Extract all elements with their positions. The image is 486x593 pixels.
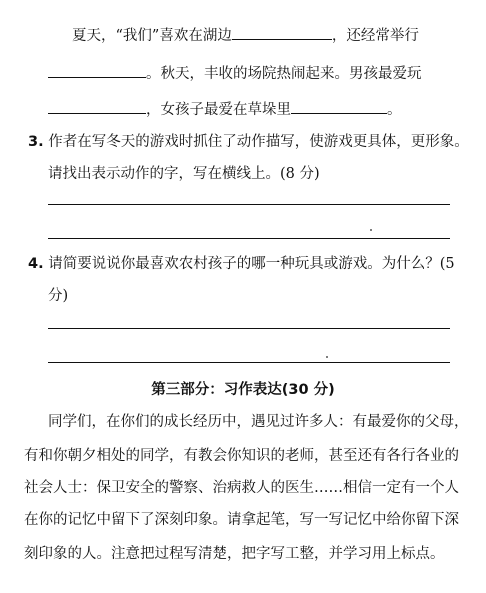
passage-text: 。 xyxy=(387,102,402,118)
question-3-line-2 xyxy=(0,164,486,184)
stray-mark xyxy=(326,356,328,358)
answer-line[interactable] xyxy=(48,204,450,205)
essay-prompt-text: 在你的记忆中留下了深刻印象。请拿起笔，写一写记忆中给你留下深 xyxy=(24,512,459,528)
answer-line[interactable] xyxy=(48,328,450,329)
passage-line-2 xyxy=(0,62,486,84)
essay-prompt-line-4 xyxy=(0,510,486,530)
question-4-line-2 xyxy=(0,286,486,306)
question-number: 3. xyxy=(28,134,44,150)
essay-prompt-text: 有和你朝夕相处的同学，有教会你知识的老师，甚至还有各行各业的 xyxy=(24,448,459,464)
question-text: 请找出表示动作的字，写在横线上。(8 分) xyxy=(48,166,320,182)
essay-prompt-text: 刻印象的人。注意把过程写清楚，把字写工整，并学习用上标点。 xyxy=(24,546,445,562)
passage-line-3 xyxy=(0,98,486,120)
essay-prompt-text: 社会人士：保卫安全的警察、治病救人的医生……相信一定有一个人 xyxy=(24,480,459,496)
answer-line[interactable] xyxy=(48,362,450,363)
passage-text: ，还经常举行 xyxy=(331,28,419,44)
section-title: 第三部分：习作表达(30 分) xyxy=(151,382,335,398)
passage-text: ，女孩子最爱在草垛里 xyxy=(146,102,291,118)
fill-blank[interactable] xyxy=(48,98,146,114)
question-4 xyxy=(0,254,486,274)
fill-blank[interactable] xyxy=(232,24,332,40)
passage-text: 夏天，“我们”喜欢在湖边 xyxy=(72,28,232,44)
question-number: 4. xyxy=(28,256,44,272)
question-3 xyxy=(0,132,486,152)
fill-blank[interactable] xyxy=(48,62,146,78)
stray-mark xyxy=(370,229,372,231)
essay-prompt-line-3 xyxy=(0,478,486,498)
question-text: 请简要说说你最喜欢农村孩子的哪一种玩具或游戏。为什么？(5 xyxy=(48,256,455,272)
question-text: 作者在写冬天的游戏时抓住了动作描写，使游戏更具体，更形象。 xyxy=(48,134,469,150)
passage-line-1 xyxy=(0,24,486,46)
essay-prompt-text: 同学们，在你们的成长经历中，遇见过许多人：有最爱你的父母， xyxy=(48,414,469,430)
question-text: 分) xyxy=(48,288,69,304)
essay-prompt-line-2 xyxy=(0,446,486,466)
fill-blank[interactable] xyxy=(291,98,387,114)
essay-prompt-line-5 xyxy=(0,544,486,564)
passage-text: 。秋天，丰收的场院热闹起来。男孩最爱玩 xyxy=(146,66,422,82)
essay-prompt-line-1 xyxy=(0,412,486,432)
answer-line[interactable] xyxy=(48,238,450,239)
